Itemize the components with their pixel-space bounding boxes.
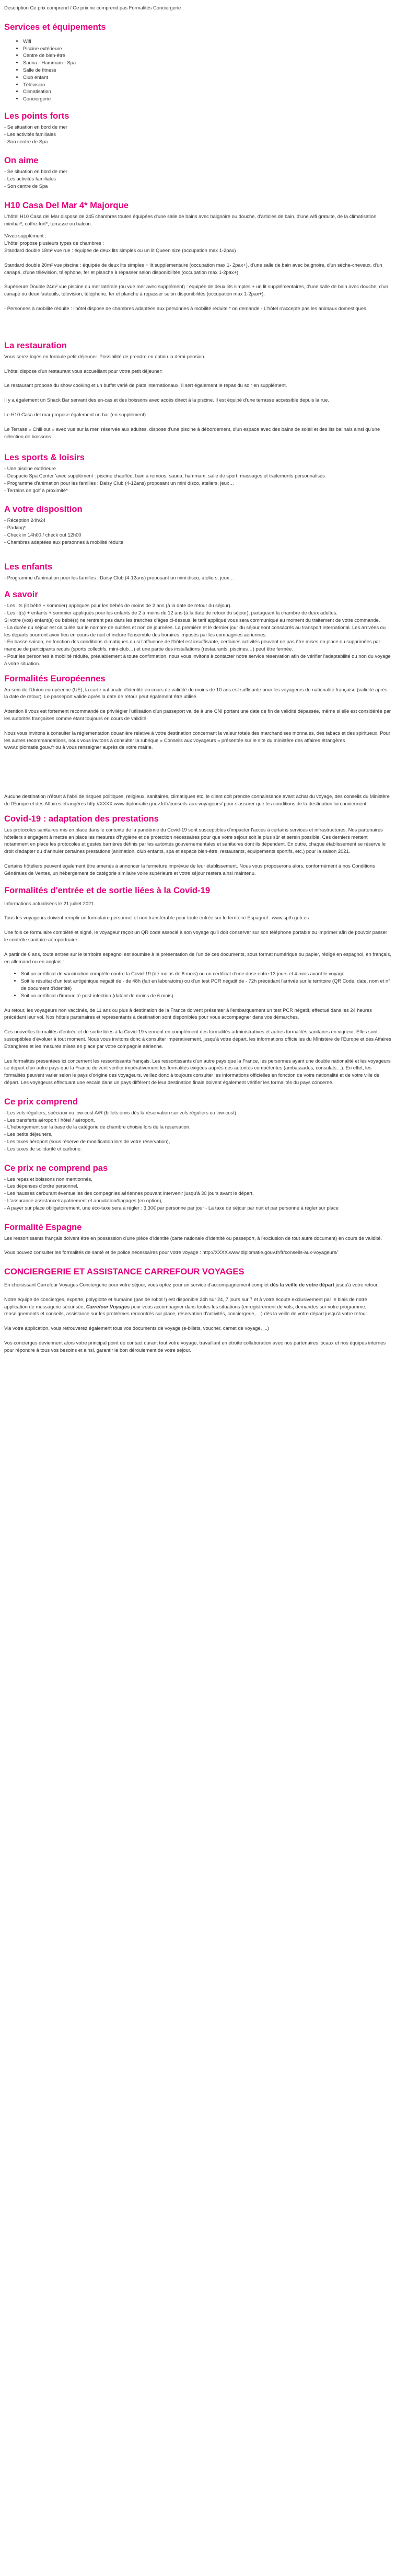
hotel-room-standard-rue: Standard double 18m² vue rue : équipée de deux lits simples ou un lit Queen size (occupation max 1-2pax) [4, 247, 236, 253]
list-item: - Les lits (lit bébé + sommier) appliqués pour les bébés de moins de 2 ans (à la date de retour du séjour). [4, 602, 232, 609]
list-item: • Conciergerie [23, 95, 392, 102]
conciergerie-app-documents: Via votre application, vous retrouverez également tous vos documents de voyage (e-billets, voucher, carnet de voyage, ...) [4, 1325, 269, 1331]
covid-closures: Certains hôteliers peuvent également être amenés à annoncer la fermeture imprévue de leur établissement. Nous vous proposerons alors, conformément à nos Conditions Générales de Ventes, un hébergement de catégorie similaire voire supérieure et votre séjour restera ainsi maintenu. [4, 863, 375, 876]
conciergerie-intro-bold: dès la veille de votre départ [270, 1282, 334, 1288]
restauration-formula: Vous serez logés en formule petit déjeuner. Possibilité de prendre en option la demi-pension. [4, 353, 206, 359]
list-item: - Pour les personnes à mobilité réduite, préalablement à toute confirmation, nous vous invitons à contacter notre service réservation afin de vérifier l'adaptabilité ou non du voyage à votre situation. [4, 653, 391, 666]
section-covid-adaptation [4, 814, 392, 877]
services-list [4, 38, 392, 102]
formalite-espagne-identity: Les ressortissants français doivent être en possession d'une pièce d'identité (carte nationale d'identité ou passeport, à l'exclusion de tout autre document) en cours de validité. [4, 1235, 382, 1241]
covid-protocols: Les protocoles sanitaires mis en place dans le contexte de la pandémie du Covid-19 sont susceptibles d'impacter l'accès à certains services et infrastructures. Nos partenaires hôteliers s'engagent à mettre en place les mesures d'hygiène et de protection nécessaires pour que votre séjour soit le plus sûr et serein possible. Ces derniers mettent notamment en place les protocoles et gestes barrières définis par les autorités gouvernementales et sanitaires dont ils dépendent. En outre, chaque établissement se réserve le droit d'adapter ou d'annuler certaines prestations (animation, club enfants, spa et espace bien-être, restaurants, équipements sportifs, etc.) pour la saison 2021. [4, 826, 386, 854]
covid-formalites-updated: Informations actualisées le 21 juillet 2021. [4, 900, 96, 906]
covid-formalites-nationality: Les formalités présentées ici concernent les ressortissants français. Les ressortissants d'un autre pays que la France, les personnes ayant une double nationalité et les voyageurs se départ d'un autre pays que la France doivent vérifier impérativement les formalités exigées auprès des autorités compétentes (ambassades, consulats…). En effet, les formalités peuvent varier selon le pays d'origine des voyageurs, veillez donc à toujours consulter les informations officielles en fonction de votre nationalité et de votre ville de départ. Les voyageurs effectuant une escale dans un pays différent de leur destination finale doivent également vérifier les formalités du pays concerné. [4, 1057, 391, 1085]
list-item: • Soit le résultat d'un test antigénique négatif de - de 48h (fait en laboratoire) ou d'un test PCR négatif de - 72h précédant l'arrivée sur le territoire (QR Code, date, nom et n° de document d'identité) [21, 977, 392, 992]
enfants-title: Les enfants [4, 561, 53, 572]
list-item: - Check in 14h00 / check out 12h00 [4, 532, 81, 538]
conciergerie-title: CONCIERGERIE ET ASSISTANCE CARREFOUR VOYAGES [4, 1267, 244, 1277]
formalites-identity: Au sein de l'Union européenne (UE), la carte nationale d'identité en cours de validité de moins de 10 ans est suffisante pour les voyageurs de nationalité française (validité après la date de retour). Le passeport valide après la date de retour peut également être utilisé. [4, 686, 388, 700]
restauration-restaurant-intro: L'hôtel dispose d'un restaurant vous accueillant pour votre petit déjeuner: [4, 368, 163, 374]
list-item: - Se situation en bord de mer [4, 123, 67, 130]
list-item: • Wifi [23, 38, 392, 45]
list-item: - Les repas et boissons non mentionnés, [4, 1176, 92, 1182]
list-item: • Centre de bien-être [23, 52, 392, 59]
covid-formalites-title: Formalités d'entrée et de sortie liées à la Covid-19 [4, 885, 211, 895]
list-item: - Les petits déjeuners, [4, 1131, 53, 1137]
covid-formalites-form: Tous les voyageurs doivent remplir un formulaire personnel et non transférable pour toute entrée sur le territoire Espagnol : www.spth.gob.es [4, 915, 309, 921]
list-item: • Piscine extérieure [23, 45, 392, 52]
list-item: - Chambres adaptées aux personnes à mobilité réduite [4, 539, 124, 545]
section-prix-ne-comprend-pas [4, 1163, 392, 1212]
hotel-accessibility-note: - Personnes à mobilité réduite : l'hôtel dispose de chambres adaptées aux personnes à mobilité réduite * on demande - L'hôtel n'accepte pas les animaux domestiques. [4, 305, 368, 311]
prix-comprend-title: Ce prix comprend [4, 1096, 78, 1107]
list-item: - En basse saison, en fonction des conditions climatiques ou si l'affluence de l'hôtel est insuffisante, certaines activités peuvent ne pas être mises en place ou supprimées par manque de participants requis (sports collectifs, mini-club…) et une partie des installations (restaurants, piscines…) peut être fermée. [4, 639, 380, 652]
conciergerie-intro [4, 1281, 392, 1289]
covid-formalites-documents: A partir de 6 ans, toute entrée sur le territoire espagnol est soumise à la présentation de l'un de ces documents, sous format numérique ou papier, rédigé en espagnol, en français, en allemand ou en anglais : [4, 951, 391, 964]
section-hotel [4, 200, 392, 312]
list-item: - Les taxes de solidarité et carbone. [4, 1145, 82, 1152]
list-item: - Programme d'animation pour les familles : Daisy Club (4-12ans) proposant un mini disco, ateliers, jeux… [4, 480, 234, 486]
list-item: • Salle de fitness [23, 66, 392, 74]
list-item: - Son centre de Spa [4, 138, 48, 144]
list-item: - L'assurance assistance/rapatriement et annulation/bagages (en option), [4, 1197, 163, 1203]
section-formalite-espagne [4, 1222, 392, 1257]
list-item: • Sauna - Hammam - Spa [23, 59, 392, 66]
section-formalites-europeennes [4, 674, 392, 807]
list-item: - Les activités familiales [4, 176, 56, 182]
section-enfants [4, 562, 392, 582]
restauration-terrasse: Le Terrase « Chill out » avec vue sur la mer, réservée aux adultes, dispose d'une piscine à débordement, d'un espace avec des bains de soleil et des lits balinais ainsi qu'une sélection de boissons. [4, 426, 380, 439]
hotel-description: L'hôtel H10 Casa del Mar dispose de 245 chambres toutes équipées d'une salle de bains avec baignoire ou douche, d'articles de bain, d'une wifi gratuite, de la climatisation, minibar*, coffre-fort*, terrasse ou balcon. [4, 213, 378, 226]
list-item: - Se situation en bord de mer [4, 168, 67, 175]
enfants-program: - Programme d'animation pour les familles : Daisy Club (4-12ans) proposant un mini disco, ateliers, jeux… [4, 574, 234, 580]
formalites-passport-advice: Attention il vous est fortement recommandé de privilégier l'utilisation d'un passeport valide à une CNI portant une date de fin de validité dépassée, même si elle est considérée par les autorités françaises comme étant toujours en cours de validité. [4, 708, 391, 722]
section-disposition [4, 504, 392, 545]
formalites-customs: Nous vous invitons à consulter la réglementation douanière relative à votre destination concernant la valeur totale des marchandises monnaies, des tabacs et des spiritueux. Pour les autres recommandations, nous vous invitons à consulter la rubrique « Conseils aux voyageurs » présentée sur le site du ministère des affaires étrangères www.diplomatie.gouv.fr ou à vous renseigner auprès de votre mairie. [4, 730, 390, 750]
list-item: - Terrains de golf à proximité* [4, 487, 68, 493]
list-item: - Les hausses carburant éventuelles des compagnies aériennes pouvant intervenir jusqu'à 30 jours avant le départ, [4, 1190, 254, 1196]
covid-adaptation-title: Covid-19 : adaptation des prestations [4, 813, 159, 824]
list-item: • Soit un certificat d'immunité post-infection (datant de moins de 6 mois) [21, 992, 392, 999]
list-item: - La durée du séjour est calculée sur le nombre de nuitées et non de journées. La première et le dernier jour du séjour sont consacrés au transport international. Les arrivées ou les départs pourront avoir lieu en cours de nuit et inclure l'ensemble des horaires imposés par les compagnies aériennes. [4, 624, 386, 637]
section-covid-formalites [4, 885, 392, 1086]
a-savoir-title: A savoir [4, 589, 38, 600]
list-item: - Réception 24h/24 [4, 517, 46, 523]
hotel-room-standard-piscine: Standard double 20m² vue piscine : équipée de deux lits simples + lit supplémentaire (occupation max 1- 2pax+), d'une salle de bain avec baignoire, d'un sèche-cheveux, d'un canapé, d'une télévision, téléphone, fer et planche à repasser selon disponibilités (occupation max 1-2pax+). [4, 261, 382, 275]
conciergerie-team-b: pour vous accompagner dans toutes les situations (enregistrement de vols, demandes sur votre programme, renseignements et conseils, assistance sur les problèmes rencontrés sur place, réservation d'activités, conciergerie, ...) dès la veille de votre départ jusqu'à votre retour. [4, 1303, 368, 1317]
hotel-supplement-note: *Avec supplément : [4, 233, 46, 239]
formalite-espagne-health: Vous pouvez consulter les formalités de santé et de police nécessaires pour votre voyage : http://XXXX.www.diplomatie.gouv.fr/fr/conseils-aux-voyageurs/ [4, 1249, 338, 1256]
services-title: Services et équipements [4, 21, 106, 32]
list-item: Si votre (vos) enfant(s) ou bébé(s) ne rentrent pas dans les tranches d'âges ci-dessus, le tarif appliqué vous sera communiqué au moment du traitement de votre commande. [4, 617, 380, 623]
conciergerie-intro-c: jusqu'à votre retour. [334, 1282, 379, 1288]
list-item: • Club enfant [23, 74, 392, 81]
section-conciergerie [4, 1267, 392, 1354]
section-points-forts [4, 111, 392, 145]
list-item: - Les lit(s) + enfants + sommier appliqués pour les enfants de 2 à moins de 12 ans (à la date de retour du séjour), partageant la chambre de deux adultes. [4, 610, 337, 616]
formalites-europeennes-title: Formalités Européennes [4, 673, 106, 683]
conciergerie-team [4, 1296, 392, 1317]
covid-formalites-qr: Une fois ce formulaire complété et signé, le voyageur reçoit un QR code associé à son voyage qu'il doit conserver sur son téléphone portable ou imprimer afin de pouvoir passer le contrôle sanitaire aéroportuaire. [4, 929, 387, 942]
list-item: • Soit un certificat de vaccination complète contre la Covid-19 (de moins de 8 mois) ou un certificat d'une dose entre 13 jours et 4 mois avant le voyage. [21, 970, 392, 977]
list-item: - Les activités familiales [4, 131, 56, 137]
hotel-room-superieure: Supérieure Double 24m² vue piscine ou mer latérale (ou vue mer avec supplément) : équipée de deux lits simples + un lit supplémentaires, d'une salle de bain avec douche, d'un canapé ou deux fauteuils, télévision, téléphone, fer et planche à repasser selon disponibilités (occupation max 1-2pax+). [4, 283, 388, 297]
restauration-bar-intro: Le H10 Casa del mar propose également un bar (en supplément) : [4, 411, 149, 417]
list-item: • Climatisation [23, 88, 392, 95]
intro-text: Description Ce prix comprend / Ce prix ne comprend pas Formalités Conciergerie [4, 5, 181, 10]
conciergerie-contact: Vos concierges deviennent alors votre principal point de contact durant tout votre voyage, travaillant en étroite collaboration avec nos partenaires locaux et nos équipes internes pour répondre à tous vos besoins et ainsi, garantir le bon déroulement de votre séjour. [4, 1340, 386, 1353]
section-prix-comprend [4, 1097, 392, 1153]
hotel-title: H10 Casa Del Mar 4* Majorque [4, 200, 129, 210]
covid-documents-list [4, 970, 392, 999]
list-item: - L'hébergement sur la base de la catégorie de chambre choisie lors de la réservation, [4, 1124, 191, 1130]
restauration-title: La restauration [4, 340, 67, 350]
restauration-snack-bar: Il y a également un Snack Bar servant des en-cas et des boissons avec accès direct à la piscine. Il est équipé d'une terrasse accessible depuis la rue. [4, 397, 329, 403]
sports-title: Les sports & loisirs [4, 452, 85, 463]
points-forts-title: Les points forts [4, 110, 69, 121]
section-services [4, 22, 392, 102]
covid-formalites-return: Au retour, les voyageurs non vaccinés, de 11 ans ou plus à destination de la France doivent présenter à l'embarquement un test PCR négatif, effectué dans les 24 heures précédant leur vol. Nos hôtels partenaires et représentants à destination sont disponibles pour vous accompagner dans vos démarches. [4, 1007, 372, 1020]
list-item: - Son centre de Spa [4, 183, 48, 189]
conciergerie-team-a: Notre équipe de concierges, experte, polyglotte et humaine (pas de robot !) est disponible 24h sur 24, 7 jours sur 7 et à votre écoute exclusivement par le biais de notre application de messagerie sécurisée, [4, 1296, 367, 1309]
list-item: - Despacio Spa Center 'avec supplément : piscine chauffée, bain à remous, sauna, hammam, salle de sport, massages et traitements personnalisés [4, 473, 325, 479]
section-restauration [4, 340, 392, 440]
list-item: - Parking* [4, 525, 26, 531]
hotel-room-types-intro: L'hôtel propose plusieurs types de chambres : [4, 240, 104, 246]
section-on-aime [4, 155, 392, 189]
list-item: - Les vols réguliers, spéciaux ou low-cost A/R (billets émis dès la réservation sur vols réguliers ou low-cost) [4, 1109, 236, 1115]
disposition-title: A votre disposition [4, 504, 83, 515]
list-item: - Les taxes aéroport (sous réserve de modification lors de votre réservation), [4, 1138, 170, 1144]
list-item: - Les transferts aéroport / hôtel / aéroport, [4, 1116, 95, 1123]
prix-ne-comprend-pas-title: Ce prix ne comprend pas [4, 1162, 108, 1173]
formalites-risks: Aucune destination n'étant à l'abri de risques politiques, religieux, sanitaires, climatiques etc. le client doit prendre connaissance avant achat du voyage, des conseils du Ministère de l'Europe et des Affaires étrangères http://XXXX.www.diplomatie.gouv.fr/fr/conseils-aux-voyageurs/ pour s'assurer que les conditions de la destination lui conviennent. [4, 793, 390, 807]
list-item: - Les dépenses d'ordre personnel, [4, 1183, 78, 1189]
on-aime-title: On aime [4, 155, 39, 166]
covid-formalites-complement: Ces nouvelles formalités d'entrée et de sortie liées à la Covid-19 viennent en complément des formalités administratives et autres formalités sanitaires en vigueur. Elles sont susceptibles d'évoluer à tout moment. Nous vous invitons donc à consulter impérativement, jusqu'à votre départ, les informations officielles du Ministère de l'Europe et des Affaires Étrangères et les mesures mises en place par votre compagnie aérienne. [4, 1029, 391, 1049]
restauration-restaurant-desc: Le restaurant propose du show cooking et un buffet varié de plats internationaux. Il sert également le repas du soir en supplément. [4, 382, 287, 389]
section-a-savoir [4, 589, 392, 667]
conciergerie-intro-a: En choisissant Carrefour Voyages Conciergerie pour votre séjour, vous optez pour un service d'accompagnement complet [4, 1282, 270, 1288]
formalite-espagne-title: Formalité Espagne [4, 1222, 82, 1232]
conciergerie-brand: Carrefour Voyages [86, 1303, 130, 1309]
section-sports [4, 452, 392, 494]
list-item: - A payer sur place obligatoirement, une éco-taxe sera à régler : 3,30€ par personne par jour - La taxe de séjour par nuit et par personne à régler sur place [4, 1204, 339, 1211]
list-item: - Une piscine extérieure [4, 465, 56, 472]
list-item: • Télévision [23, 81, 392, 88]
